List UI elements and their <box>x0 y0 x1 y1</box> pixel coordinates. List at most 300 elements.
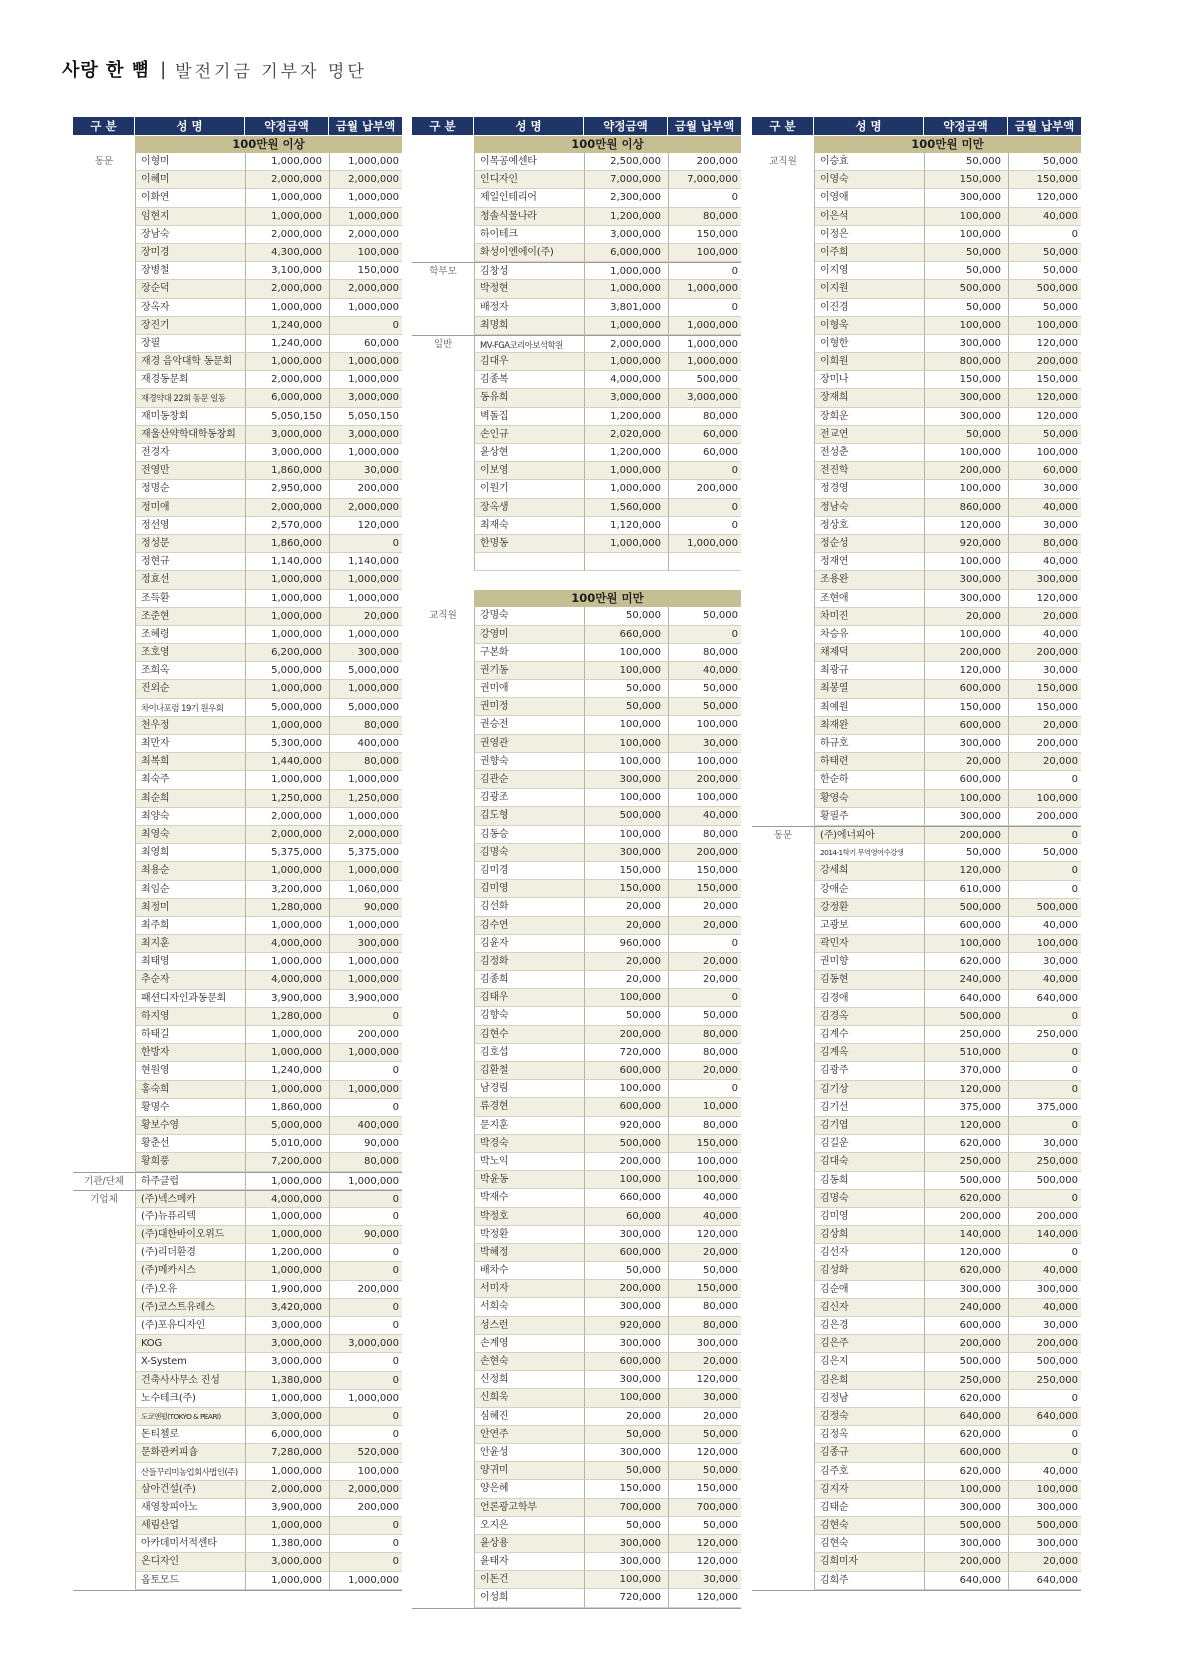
category-cell <box>412 189 474 207</box>
category-cell <box>73 881 135 899</box>
monthly-payment-cell: 0 <box>1008 1008 1081 1026</box>
pledge-amount-cell: 700,000 <box>584 1499 668 1517</box>
table-row <box>752 189 1081 207</box>
monthly-payment-cell: 0 <box>668 1080 741 1098</box>
donor-name-cell: 한순하 <box>814 771 924 789</box>
donor-name-cell: 김은지 <box>814 1353 924 1371</box>
table-row <box>412 353 741 371</box>
monthly-payment-cell: 150,000 <box>1008 680 1081 698</box>
monthly-payment-cell: 1,060,000 <box>329 881 402 899</box>
category-cell <box>73 1026 135 1044</box>
donor-name-cell: 김신자 <box>814 1299 924 1317</box>
category-cell <box>752 171 814 189</box>
donor-name-cell: 이형한 <box>814 335 924 353</box>
donor-name-cell: 이은석 <box>814 208 924 226</box>
category-cell <box>752 571 814 589</box>
pledge-amount-cell: 600,000 <box>584 1353 668 1371</box>
pledge-amount-cell: 20,000 <box>584 898 668 916</box>
table-row <box>73 626 402 644</box>
monthly-payment-cell: 10,000 <box>668 1098 741 1116</box>
donor-name-cell: 김희주 <box>814 1572 924 1590</box>
table-row <box>412 917 741 935</box>
pledge-amount-cell: 960,000 <box>584 935 668 953</box>
table-row <box>752 971 1081 989</box>
category-cell <box>412 680 474 698</box>
category-cell <box>412 644 474 662</box>
category-cell <box>412 1208 474 1226</box>
category-cell <box>412 480 474 498</box>
pledge-amount-cell: 600,000 <box>924 717 1008 735</box>
category-cell <box>73 280 135 298</box>
table-row <box>412 444 741 462</box>
pledge-amount-cell: 120,000 <box>924 662 1008 680</box>
category-cell <box>412 1044 474 1062</box>
monthly-payment-cell: 40,000 <box>668 1189 741 1207</box>
pledge-amount-cell: 1,000,000 <box>245 353 329 371</box>
pledge-amount-cell: 250,000 <box>924 1372 1008 1390</box>
category-cell <box>752 1535 814 1553</box>
category-cell <box>73 1244 135 1262</box>
table-row <box>752 553 1081 571</box>
monthly-payment-cell: 640,000 <box>1008 1572 1081 1590</box>
table-row <box>752 717 1081 735</box>
category-cell <box>412 953 474 971</box>
pledge-amount-cell: 100,000 <box>584 1080 668 1098</box>
monthly-payment-cell: 200,000 <box>668 153 741 171</box>
pledge-amount-cell: 4,000,000 <box>245 1190 329 1208</box>
pledge-amount-cell: 2,020,000 <box>584 426 668 444</box>
category-cell <box>752 444 814 462</box>
category-cell <box>752 717 814 735</box>
category-cell <box>752 426 814 444</box>
category-cell <box>73 971 135 989</box>
donor-name-cell: 조용완 <box>814 571 924 589</box>
table-row <box>73 1281 402 1299</box>
pledge-amount-cell: 370,000 <box>924 1062 1008 1080</box>
category-cell <box>752 371 814 389</box>
category-cell <box>73 171 135 189</box>
table-row <box>752 844 1081 862</box>
monthly-payment-cell: 50,000 <box>668 1262 741 1280</box>
table-row <box>412 499 741 517</box>
category-cell <box>752 1426 814 1444</box>
pledge-amount-cell: 1,000,000 <box>245 189 329 207</box>
table-row <box>73 553 402 571</box>
table-row <box>752 1208 1081 1226</box>
monthly-payment-cell: 80,000 <box>329 717 402 735</box>
category-cell <box>412 317 474 335</box>
pledge-amount-cell: 620,000 <box>924 1262 1008 1280</box>
category-cell <box>412 426 474 444</box>
table-row <box>73 917 402 935</box>
donor-name-cell: 세림산업 <box>135 1517 245 1535</box>
header-name: 성 명 <box>814 117 924 135</box>
monthly-payment-cell: 2,000,000 <box>329 171 402 189</box>
category-cell <box>73 353 135 371</box>
category-cell <box>73 408 135 426</box>
pledge-amount-cell: 1,560,000 <box>584 499 668 517</box>
table-row <box>73 262 402 280</box>
category-cell <box>412 1062 474 1080</box>
header-monthly-payment: 금월 납부액 <box>674 119 735 133</box>
table-row <box>412 1317 741 1335</box>
pledge-amount-cell: 1,000,000 <box>245 1172 329 1190</box>
category-cell <box>73 1317 135 1335</box>
category-cell <box>412 389 474 407</box>
donor-name-cell: 이영애 <box>814 189 924 207</box>
pledge-amount-cell: 640,000 <box>924 1572 1008 1590</box>
table-row <box>752 280 1081 298</box>
monthly-payment-cell: 30,000 <box>1008 517 1081 535</box>
table-row <box>73 1099 402 1117</box>
donor-name-cell: 건축사사무소 진성 <box>135 1372 245 1390</box>
donor-name-cell: 양귀미 <box>474 1462 584 1480</box>
donor-name-cell: 정현규 <box>135 553 245 571</box>
donor-name-cell: (주)코스트유레스 <box>135 1299 245 1317</box>
monthly-payment-cell: 0 <box>329 1299 402 1317</box>
category-cell <box>752 953 814 971</box>
monthly-payment-cell: 120,000 <box>668 1226 741 1244</box>
category-cell <box>752 1099 814 1117</box>
pledge-amount-cell: 200,000 <box>924 1553 1008 1571</box>
table-row <box>752 1426 1081 1444</box>
pledge-amount-cell: 100,000 <box>924 480 1008 498</box>
category-cell <box>73 608 135 626</box>
pledge-amount-cell: 5,000,000 <box>245 699 329 717</box>
table-row <box>412 153 741 171</box>
pledge-amount-cell: 6,000,000 <box>584 244 668 262</box>
table-row <box>73 208 402 226</box>
monthly-payment-cell: 1,000,000 <box>329 808 402 826</box>
donor-name-cell: 최정미 <box>135 899 245 917</box>
table-row <box>752 590 1081 608</box>
pledge-amount-cell: 60,000 <box>584 1208 668 1226</box>
table-row <box>73 1135 402 1153</box>
category-cell <box>412 662 474 680</box>
category-cell <box>73 335 135 353</box>
category-cell <box>73 1372 135 1390</box>
pledge-amount-cell: 300,000 <box>584 771 668 789</box>
pledge-amount-cell: 3,200,000 <box>245 881 329 899</box>
donor-name-cell: 차이나포럼 19기 원우회 <box>135 699 245 717</box>
pledge-amount-cell: 2,000,000 <box>245 499 329 517</box>
donor-name-cell: 이승효 <box>814 153 924 171</box>
monthly-payment-cell: 200,000 <box>668 771 741 789</box>
monthly-payment-cell: 200,000 <box>329 1026 402 1044</box>
table-row <box>752 1499 1081 1517</box>
pledge-amount-cell: 300,000 <box>584 1371 668 1389</box>
table-row <box>412 480 741 498</box>
table-row <box>412 1480 741 1498</box>
donor-name-cell: 장남숙 <box>135 226 245 244</box>
pledge-amount-cell: 100,000 <box>584 716 668 734</box>
category-cell <box>73 1281 135 1299</box>
monthly-payment-cell: 50,000 <box>1008 244 1081 262</box>
pledge-amount-cell: 20,000 <box>924 753 1008 771</box>
donor-name-cell: 문지훈 <box>474 1117 584 1135</box>
donor-name-cell: 김지자 <box>814 1481 924 1499</box>
monthly-payment-cell: 30,000 <box>1008 953 1081 971</box>
pledge-amount-cell: 100,000 <box>924 226 1008 244</box>
donor-name-cell: 김대우 <box>474 353 584 371</box>
table-row <box>412 317 741 335</box>
category-cell <box>752 280 814 298</box>
table-row <box>73 1299 402 1317</box>
monthly-payment-cell: 80,000 <box>668 1298 741 1316</box>
table-row <box>412 280 741 298</box>
monthly-payment-cell: 50,000 <box>1008 844 1081 862</box>
table-row <box>412 1589 741 1607</box>
table-row <box>412 1517 741 1535</box>
table-row <box>752 1190 1081 1208</box>
donor-name-cell: 김현수 <box>474 1026 584 1044</box>
table-row <box>752 1408 1081 1426</box>
monthly-payment-cell: 1,000,000 <box>329 153 402 171</box>
table-row <box>412 1444 741 1462</box>
category-cell <box>752 1172 814 1190</box>
monthly-payment-cell: 100,000 <box>1008 317 1081 335</box>
header-category: 구 분 <box>412 117 474 135</box>
category-cell <box>752 389 814 407</box>
category-cell <box>752 1335 814 1353</box>
category-cell <box>752 644 814 662</box>
donor-name-cell: 김기선 <box>814 1099 924 1117</box>
pledge-amount-cell: 600,000 <box>924 917 1008 935</box>
pledge-amount-cell: 1,280,000 <box>245 899 329 917</box>
table-row <box>752 826 1081 844</box>
donor-name-cell: 김계옥 <box>814 1044 924 1062</box>
donor-name-cell: 박정호 <box>474 1208 584 1226</box>
donor-name-cell: 정상호 <box>814 517 924 535</box>
table-row <box>73 1062 402 1080</box>
monthly-payment-cell: 120,000 <box>329 517 402 535</box>
monthly-payment-cell: 200,000 <box>1008 1335 1081 1353</box>
monthly-payment-cell: 80,000 <box>668 1026 741 1044</box>
donor-name-cell: 류경현 <box>474 1098 584 1116</box>
donor-name-cell: 김호섭 <box>474 1044 584 1062</box>
donor-name-cell: 최영숙 <box>135 826 245 844</box>
category-cell <box>412 1426 474 1444</box>
table-row <box>412 1135 741 1153</box>
pledge-amount-cell: 1,000,000 <box>245 208 329 226</box>
table-row <box>73 408 402 426</box>
table-row <box>752 208 1081 226</box>
donor-name-cell: 정경영 <box>814 480 924 498</box>
table-row <box>73 1426 402 1444</box>
monthly-payment-cell: 0 <box>668 189 741 207</box>
monthly-payment-cell: 1,140,000 <box>329 553 402 571</box>
table-row <box>73 1517 402 1535</box>
monthly-payment-cell: 1,000,000 <box>668 535 741 553</box>
category-cell <box>412 862 474 880</box>
monthly-payment-cell: 2,000,000 <box>329 280 402 298</box>
monthly-payment-cell: 100,000 <box>1008 444 1081 462</box>
donor-name-cell: 장병철 <box>135 262 245 280</box>
pledge-amount-cell: 1,000,000 <box>584 280 668 298</box>
table-row <box>73 753 402 771</box>
monthly-payment-cell: 50,000 <box>1008 299 1081 317</box>
table-row <box>412 753 741 771</box>
table-row <box>752 899 1081 917</box>
donor-name-cell: 권승전 <box>474 716 584 734</box>
monthly-payment-cell: 500,000 <box>1008 280 1081 298</box>
monthly-payment-cell: 0 <box>1008 862 1081 880</box>
monthly-payment-cell: 40,000 <box>1008 1299 1081 1317</box>
monthly-payment-cell: 300,000 <box>1008 1281 1081 1299</box>
donor-name-cell: 최영희 <box>135 844 245 862</box>
monthly-payment-cell: 2,000,000 <box>329 499 402 517</box>
table-row <box>752 1317 1081 1335</box>
table-row <box>412 644 741 662</box>
pledge-amount-cell: 720,000 <box>584 1044 668 1062</box>
monthly-payment-cell: 0 <box>329 535 402 553</box>
donor-name-cell: 안윤성 <box>474 1444 584 1462</box>
monthly-payment-cell: 300,000 <box>1008 1535 1081 1553</box>
monthly-payment-cell: 0 <box>329 1262 402 1280</box>
donor-name-cell: 이희원 <box>814 353 924 371</box>
monthly-payment-cell: 120,000 <box>1008 335 1081 353</box>
donor-name-cell: 김창성 <box>474 262 584 280</box>
category-cell <box>752 1372 814 1390</box>
donor-name-cell: 권미애 <box>474 680 584 698</box>
table-row <box>752 499 1081 517</box>
pledge-amount-cell: 20,000 <box>584 971 668 989</box>
category-cell <box>412 735 474 753</box>
category-cell <box>73 1517 135 1535</box>
table-row <box>73 790 402 808</box>
monthly-payment-cell: 120,000 <box>1008 408 1081 426</box>
donor-name-cell: 이혜미 <box>135 171 245 189</box>
pledge-amount-cell: 50,000 <box>584 1262 668 1280</box>
category-cell <box>73 553 135 571</box>
monthly-payment-cell: 200,000 <box>1008 644 1081 662</box>
donor-name-cell: 강세희 <box>814 862 924 880</box>
monthly-payment-cell: 3,000,000 <box>329 1335 402 1353</box>
pledge-amount-cell: 300,000 <box>584 1335 668 1353</box>
category-cell <box>73 917 135 935</box>
monthly-payment-cell: 500,000 <box>1008 1517 1081 1535</box>
monthly-payment-cell: 80,000 <box>329 1153 402 1171</box>
monthly-payment-cell: 3,000,000 <box>668 389 741 407</box>
table-row <box>752 317 1081 335</box>
pledge-amount-cell: 1,000,000 <box>245 917 329 935</box>
donor-name-cell: 손인규 <box>474 426 584 444</box>
category-cell <box>412 1098 474 1116</box>
monthly-payment-cell: 7,000,000 <box>668 171 741 189</box>
donor-name-cell: 김종희 <box>474 971 584 989</box>
category-cell <box>73 1353 135 1371</box>
pledge-amount-cell: 2,000,000 <box>245 1481 329 1499</box>
category-cell <box>73 644 135 662</box>
donor-name-cell: 손계영 <box>474 1335 584 1353</box>
category-cell <box>73 590 135 608</box>
donor-name-cell: 황보수영 <box>135 1117 245 1135</box>
pledge-amount-cell: 20,000 <box>584 953 668 971</box>
donor-name-cell: 2014-1학기 무역영어수강생 <box>814 844 924 862</box>
pledge-amount-cell: 100,000 <box>924 790 1008 808</box>
category-cell <box>412 499 474 517</box>
monthly-payment-cell: 0 <box>329 317 402 335</box>
category-cell <box>73 735 135 753</box>
pledge-amount-cell: 1,000,000 <box>245 1044 329 1062</box>
category-cell <box>73 1062 135 1080</box>
category-cell <box>412 1535 474 1553</box>
category-cell <box>73 1262 135 1280</box>
monthly-payment-cell: 30,000 <box>1008 1317 1081 1335</box>
table-row <box>752 1135 1081 1153</box>
donor-name-cell: 김주호 <box>814 1463 924 1481</box>
category-cell <box>412 807 474 825</box>
pledge-amount-cell: 1,000,000 <box>245 1262 329 1280</box>
monthly-payment-cell: 640,000 <box>1008 1408 1081 1426</box>
table-header <box>752 117 1081 135</box>
category-cell <box>752 1044 814 1062</box>
pledge-amount-cell: 3,000,000 <box>245 444 329 462</box>
table-row <box>73 808 402 826</box>
pledge-amount-cell: 300,000 <box>584 1553 668 1571</box>
donor-name-cell: 윤상현 <box>474 444 584 462</box>
donor-name-cell: 김기상 <box>814 1081 924 1099</box>
donor-name-cell: 장진기 <box>135 317 245 335</box>
donor-name-cell: 장재희 <box>814 389 924 407</box>
table-row <box>752 990 1081 1008</box>
monthly-payment-cell: 40,000 <box>668 807 741 825</box>
monthly-payment-cell: 40,000 <box>668 662 741 680</box>
monthly-payment-cell: 30,000 <box>1008 662 1081 680</box>
donor-name-cell: 문화관커피숍 <box>135 1444 245 1462</box>
monthly-payment-cell: 0 <box>329 1426 402 1444</box>
table-row <box>73 881 402 899</box>
monthly-payment-cell: 0 <box>329 1008 402 1026</box>
monthly-payment-cell: 90,000 <box>329 899 402 917</box>
table-row <box>752 571 1081 589</box>
pledge-amount-cell: 100,000 <box>924 444 1008 462</box>
table-row <box>752 371 1081 389</box>
category-cell <box>752 935 814 953</box>
monthly-payment-cell: 200,000 <box>329 1499 402 1517</box>
monthly-payment-cell: 30,000 <box>668 1571 741 1589</box>
monthly-payment-cell: 0 <box>329 1372 402 1390</box>
donor-name-cell: 심혜진 <box>474 1408 584 1426</box>
monthly-payment-cell: 1,000,000 <box>329 571 402 589</box>
monthly-payment-cell: 0 <box>329 1353 402 1371</box>
donor-name-cell: 김희미자 <box>814 1553 924 1571</box>
category-cell <box>412 917 474 935</box>
pledge-amount-cell: 1,240,000 <box>245 335 329 353</box>
donor-name-cell: 김미경 <box>474 862 584 880</box>
monthly-payment-cell: 40,000 <box>1008 553 1081 571</box>
table-row <box>73 1390 402 1408</box>
donor-name-cell: 현원영 <box>135 1062 245 1080</box>
pledge-amount-cell: 300,000 <box>924 735 1008 753</box>
monthly-payment-cell: 120,000 <box>668 1589 741 1607</box>
pledge-amount-cell: 620,000 <box>924 953 1008 971</box>
donor-name-cell: 양은혜 <box>474 1480 584 1498</box>
monthly-payment-cell: 400,000 <box>329 735 402 753</box>
category-cell <box>752 244 814 262</box>
pledge-amount-cell: 5,000,000 <box>245 662 329 680</box>
category-cell <box>752 1262 814 1280</box>
donor-name-cell: 정명순 <box>135 480 245 498</box>
category-cell <box>752 262 814 280</box>
category-cell <box>752 917 814 935</box>
category-cell <box>73 189 135 207</box>
category-cell <box>752 299 814 317</box>
pledge-amount-cell: 1,200,000 <box>584 208 668 226</box>
table-row <box>73 299 402 317</box>
pledge-amount-cell: 300,000 <box>924 808 1008 826</box>
table-row <box>752 389 1081 407</box>
